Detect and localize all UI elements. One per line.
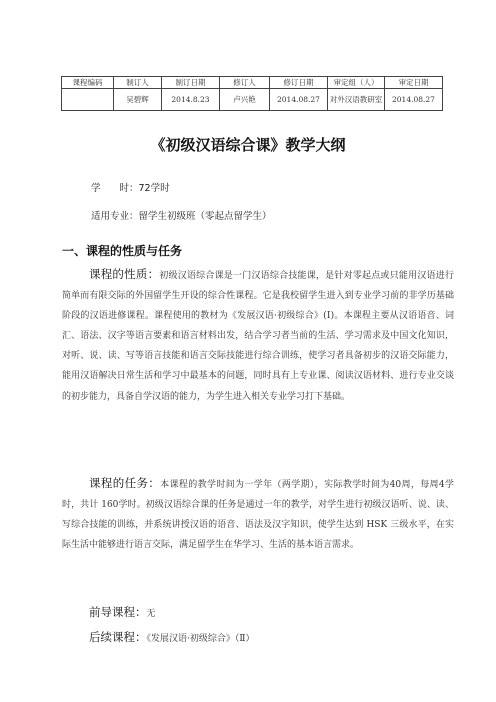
course-task-paragraph (62, 473, 454, 555)
prerequisite-label: 前导课程： (89, 605, 147, 619)
document-title: 《初级汉语综合课》教学大纲 (150, 136, 346, 154)
course-task-label: 课程的任务： (89, 476, 161, 490)
major-value: 留学生初级班（零起点留学生） (138, 211, 272, 222)
meta-value-row (62, 89, 443, 111)
prerequisite-value: 无 (146, 609, 156, 619)
value-author-date: 2014.8.23 (162, 89, 220, 111)
section-heading: 一、课程的性质与任务 (62, 244, 183, 258)
followup-label: 后续课程： (89, 630, 147, 644)
value-revise-date: 2014.08.27 (270, 89, 328, 111)
course-nature-paragraph (62, 264, 454, 407)
header-author: 制订人 (114, 77, 162, 89)
header-course-code: 课程编码 (62, 77, 114, 89)
major-label: 适用专业： (91, 211, 139, 222)
followup-value: 《发展汉语·初级综合》（Ⅱ） (146, 634, 255, 644)
course-nature-label: 课程的性质： (89, 267, 160, 281)
header-reviser: 修订人 (220, 77, 270, 89)
hours-label: 学 时： (91, 183, 139, 194)
value-approval-date: 2014.08.27 (385, 89, 443, 111)
prerequisite-line (89, 604, 156, 620)
value-reviser: 卢兴艳 (220, 89, 270, 111)
major-line (91, 208, 272, 222)
value-approval-group: 对外汉语教研室 (328, 89, 385, 111)
course-nature-text: 初级汉语综合课是一门汉语综合技能课，是针对零起点或只能用汉语进行简单而有限交际的外国留学生开设的综合性课程。它是我校留学生进入到专业学习前的非学历基础阶段的汉语进修课程。课程使用的教材为《发展汉语·初级综合》(Ⅰ)。本课程主要从汉语语音、词汇、语法、汉字等语言要素和语言材料出发，结合学习者当前的生活、学习需求及中国文化知识，对听、说、读、写等语言技能和语言交际技能进行综合训练，使学习者具备初步的汉语交际能力，能用汉语解决日常生活和学习中最基本的问题，同时具有上专业课、阅读汉语材料、进行专业交谈的初步能力，具备自学汉语的能力，为学生进入相关专业学习打下基础。 (62, 271, 454, 402)
course-task-text: 本课程的教学时间为一学年（两学期），实际教学时间为40周，每周4学时，共计 160学时。初级汉语综合课的任务是通过一年的教学，对学生进行初级汉语听、说、读、写综合技能的训练，并系统讲授汉语的语音、语法及汉字知识，使学生达到 HSK 三级水平，在实际生活中能够进行语言交际，满足留学生在华学习、生活的基本语言需求。 (62, 480, 455, 551)
hours-line (91, 180, 170, 194)
value-author: 吴碧辉 (114, 89, 162, 111)
value-course-code (62, 89, 114, 111)
followup-line (89, 629, 254, 645)
course-meta-table (61, 76, 443, 111)
hours-value: 72学时 (138, 183, 170, 194)
header-approval-date: 审定日期 (385, 77, 443, 89)
header-revise-date: 修订日期 (270, 77, 328, 89)
header-approval-group: 审定组（人） (328, 77, 385, 89)
meta-header-row (62, 77, 443, 89)
header-author-date: 制订日期 (162, 77, 220, 89)
